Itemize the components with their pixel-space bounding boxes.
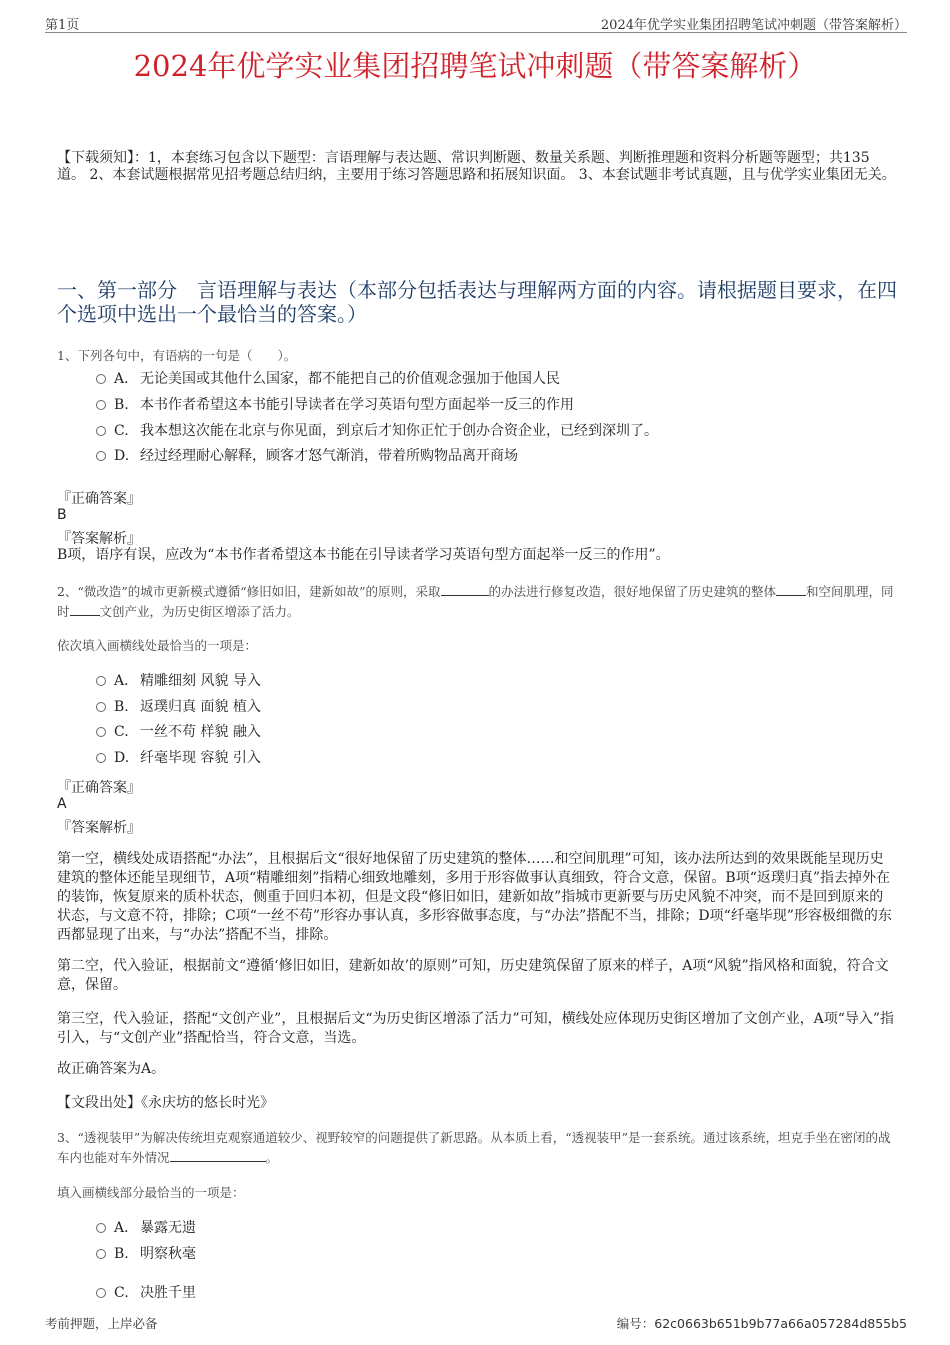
question-1-stem: 1、下列各句中，有语病的一句是（ ）。: [57, 348, 297, 363]
document-title: 2024年优学实业集团招聘笔试冲刺题（带答案解析）: [133, 49, 817, 83]
analysis-label: 『答案解析』: [57, 820, 141, 836]
q1-option-c[interactable]: C. 我本想这次能在北京与你见面，到京后才知你正忙于创办合资企业，已经到深圳了。: [96, 421, 658, 441]
q2-conclusion: 故正确答案为A。: [57, 1061, 166, 1077]
q1-answer: B: [57, 507, 67, 523]
radio-icon[interactable]: [96, 1223, 106, 1233]
running-header: 2024年优学实业集团招聘笔试冲刺题（带答案解析）: [600, 18, 907, 33]
section-heading: 一、第一部分 言语理解与表达（本部分包括表达与理解两方面的内容。请根据题目要求，在四个选项中选出一个最恰当的答案。）: [57, 278, 897, 326]
q1-analysis: B项，语序有误，应改为“本书作者希望这本书能在引导读者学习英语句型方面起举一反三的作用”。: [57, 547, 670, 563]
q1-option-a[interactable]: A． 无论美国或其他什么国家，都不能把自己的价值观念强加于他国人民: [96, 369, 560, 389]
q2-analysis-blank-3: 第三空，代入验证，搭配“文创产业”，且根据后文“为历史街区增添了活力”可知，横线处应体现历史街区增加了文创产业，A项“导入”指引入，与“文创产业”搭配恰当，符合文意，当选。: [57, 1011, 895, 1046]
question-2-instruction: 依次填入画横线处最恰当的一项是：: [57, 638, 258, 653]
fill-blank: [170, 1149, 266, 1162]
q1-option-b[interactable]: B. 本书作者希望这本书能引导读者在学习英语句型方面起举一反三的作用: [96, 395, 574, 415]
q2-analysis-blank-1: 第一空，横线处成语搭配“办法”，且根据后文“很好地保留了历史建筑的整体……和空间肌理”可知，该办法所达到的效果既能呈现历史建筑的整体还能呈现细节，A项“精雕细刻”指精心细致地雕刻，多用于形容做事认真细致，符合文意，保留。B项“返璞归真”指去掉外在的装饰，恢复原来的质朴状态，侧重于回归本初，但是文段“修旧如旧，建新如故”指城市更新要与历史风貌不冲突，而不是回到原来的状态，与文意不符，排除；C项“一丝不苟”形容办事认真，多形容做事态度，与“办法”搭配不当，排除；D项“纤毫毕现”形容极细微的东西都显现了出来，与“办法”搭配不当，排除。: [57, 851, 892, 943]
fill-blank: [441, 583, 489, 596]
radio-icon[interactable]: [96, 676, 106, 686]
radio-icon[interactable]: [96, 426, 106, 436]
fill-blank: [70, 603, 100, 616]
radio-icon[interactable]: [96, 1249, 106, 1259]
question-3-instruction: 填入画横线部分最恰当的一项是：: [57, 1185, 245, 1200]
page-number: 第1页: [45, 18, 80, 33]
correct-answer-label: 『正确答案』: [57, 491, 141, 507]
fill-blank: [776, 583, 806, 596]
q3-option-b[interactable]: B. 明察秋毫: [96, 1244, 196, 1264]
question-3-stem: 3、“透视装甲”为解决传统坦克观察通道较少、视野较窄的问题提供了新思路。从本质上看，“透视装甲”是一套系统。通过该系统，坦克手坐在密闭的战车内也能对车外情况 。: [57, 1130, 891, 1165]
radio-icon[interactable]: [96, 702, 106, 712]
q3-option-c[interactable]: C. 决胜千里: [96, 1283, 196, 1303]
analysis-label: 『答案解析』: [57, 531, 141, 547]
q2-option-a[interactable]: A． 精雕细刻 风貌 导入: [96, 671, 261, 691]
q3-option-a[interactable]: A． 暴露无遗: [96, 1218, 196, 1238]
radio-icon[interactable]: [96, 1288, 106, 1298]
download-notice: 【下载须知】：1，本套练习包含以下题型：言语理解与表达题、常识判断题、数量关系题、判断推理题和资料分析题等题型；共135道。 2、本套试题根据常见招考题总结归纳，主要用于练习答题思路和拓展知识面。 3、本套试题非考试真题，且与优学实业集团无关。: [57, 150, 896, 183]
question-2-stem: 2、“微改造”的城市更新模式遵循“修旧如旧，建新如故”的原则，采取 的办法进行修复改造，很好地保留了历史建筑的整体 和空间肌理，同时 文创产业，为历史街区增添了活力。: [57, 584, 894, 619]
q2-option-b[interactable]: B. 返璞归真 面貌 植入: [96, 697, 261, 717]
q2-analysis-blank-2: 第二空，代入验证，根据前文“遵循‘修旧如旧，建新如故’的原则”可知，历史建筑保留了原来的样子，A项“风貌”指风格和面貌，符合文意，保留。: [57, 958, 889, 993]
q2-option-c[interactable]: C. 一丝不苟 样貌 融入: [96, 722, 261, 742]
radio-icon[interactable]: [96, 727, 106, 737]
correct-answer-label: 『正确答案』: [57, 780, 141, 796]
q1-option-d[interactable]: D. 经过经理耐心解释，顾客才怒气渐消，带着所购物品离开商场: [96, 446, 518, 466]
radio-icon[interactable]: [96, 400, 106, 410]
radio-icon[interactable]: [96, 374, 106, 384]
q2-answer: A: [57, 796, 67, 812]
footer-slogan: 考前押题，上岸必备: [45, 1316, 158, 1331]
radio-icon[interactable]: [96, 451, 106, 461]
q2-source: 【文段出处】《永庆坊的悠长时光》: [57, 1095, 274, 1111]
header-divider: [45, 32, 907, 33]
q2-option-d[interactable]: D. 纤毫毕现 容貌 引入: [96, 748, 261, 768]
radio-icon[interactable]: [96, 753, 106, 763]
document-code: 编号：62c0663b651b9b77a66a057284d855b5: [616, 1316, 907, 1331]
